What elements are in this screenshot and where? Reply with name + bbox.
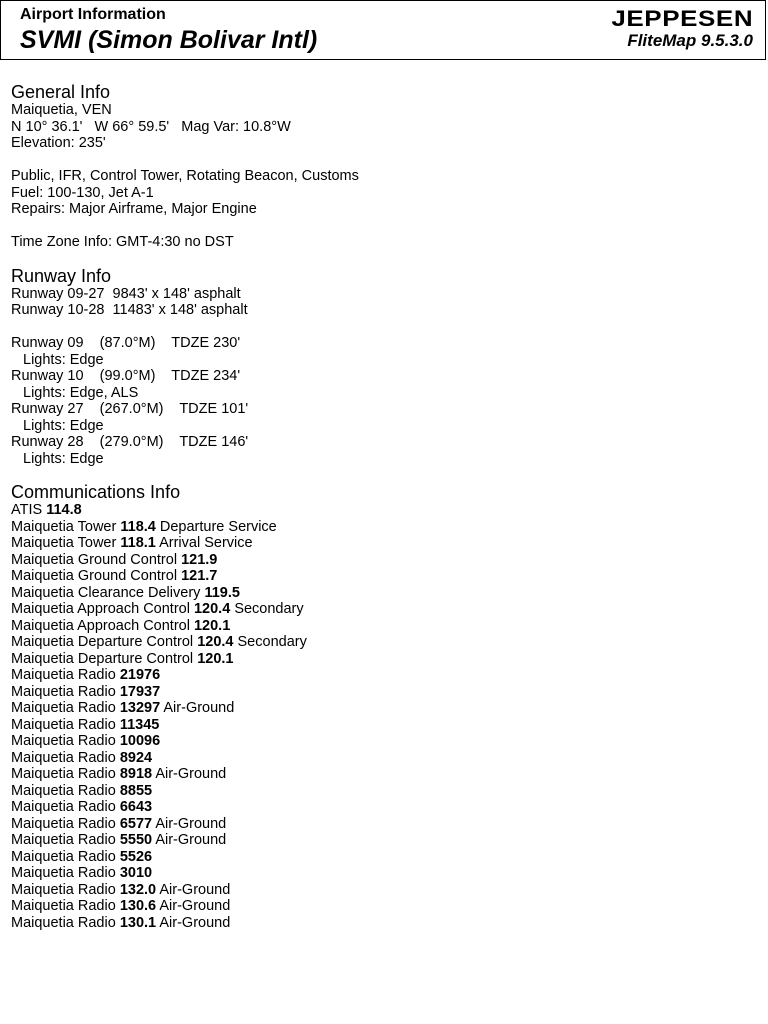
comm-entry	[11, 651, 751, 668]
communications-list	[11, 502, 751, 931]
comm-entry	[11, 667, 751, 684]
runway-end-heading: Runway 27 (267.0°M) TDZE 101'	[11, 401, 249, 417]
comm-frequency: 8924	[119, 749, 153, 766]
comm-entry	[11, 601, 751, 618]
runway-end-lights: Lights: Edge, ALS	[23, 384, 139, 401]
comm-facility-name: Maiquetia Radio	[11, 700, 116, 716]
comm-entry	[11, 700, 751, 717]
comm-entry	[11, 750, 751, 767]
location-text: Maiquetia, VEN	[11, 102, 112, 118]
comm-facility-name: Maiquetia Radio	[11, 832, 116, 848]
comm-entry	[11, 502, 751, 519]
comm-facility-name: Maiquetia Radio	[11, 749, 116, 766]
comm-service-note: Air-Ground	[159, 898, 231, 914]
comm-frequency: 130.6	[119, 898, 157, 914]
section-gap	[11, 251, 751, 266]
comm-frequency: 118.1	[120, 535, 156, 551]
comm-entry	[11, 634, 751, 651]
comm-facility-name: Maiquetia Ground Control	[11, 551, 178, 568]
comm-entry	[11, 783, 751, 800]
runway-dimensions: Runway 10-28 11483' x 148' asphalt	[11, 302, 248, 318]
runway-end-heading: Runway 10 (99.0°M) TDZE 234'	[11, 368, 241, 384]
runway-dimensions: Runway 09-27 9843' x 148' asphalt	[11, 285, 241, 302]
comm-facility-name: Maiquetia Radio	[11, 898, 116, 914]
comm-frequency: 121.9	[181, 551, 218, 568]
runway-end-lights: Lights: Edge	[23, 450, 104, 467]
comm-entry	[11, 799, 751, 816]
comm-facility-name: Maiquetia Radio	[11, 799, 116, 815]
comm-entry	[11, 865, 751, 882]
runway-end-heading: Runway 09 (87.0°M) TDZE 230'	[11, 335, 241, 351]
comm-entry	[11, 915, 751, 932]
comm-facility-name: Maiquetia Radio	[11, 733, 116, 749]
coordinates-text: N 10° 36.1' W 66° 59.5' Mag Var: 10.8°W	[11, 118, 291, 135]
comm-service-note: Air-Ground	[155, 815, 227, 832]
comm-entry	[11, 519, 751, 536]
comm-entry	[11, 535, 751, 552]
spacer	[11, 319, 751, 336]
comm-facility-name: Maiquetia Clearance Delivery	[11, 584, 201, 601]
comm-facility-name: Maiquetia Radio	[11, 815, 116, 832]
comm-facility-name: ATIS	[11, 502, 43, 518]
comm-service-note: Departure Service	[159, 518, 277, 535]
app-version: FliteMap 9.5.3.0	[627, 31, 753, 50]
content-area	[11, 82, 751, 931]
fuel-text: Fuel: 100-130, Jet A-1	[11, 184, 154, 201]
comm-service-note: Air-Ground	[155, 832, 227, 848]
comm-service-note: Air-Ground	[155, 766, 227, 782]
comm-facility-name: Maiquetia Radio	[11, 667, 116, 683]
header-label: Airport Information	[20, 6, 166, 23]
comm-frequency: 121.7	[181, 568, 218, 584]
comm-frequency: 3010	[119, 865, 153, 881]
comm-facility-name: Maiquetia Tower	[11, 518, 117, 535]
comm-entry	[11, 618, 751, 635]
comm-entry	[11, 733, 751, 750]
comm-frequency: 5550	[119, 832, 153, 848]
comm-entry	[11, 585, 751, 602]
comm-facility-name: Maiquetia Approach Control	[11, 601, 190, 617]
comm-service-note: Air-Ground	[159, 914, 231, 931]
comm-entry	[11, 552, 751, 569]
comm-facility-name: Maiquetia Radio	[11, 716, 116, 733]
section-title-communications-info: Communications Info	[11, 482, 181, 502]
comm-service-note: Arrival Service	[159, 535, 253, 551]
comm-service-note: Air-Ground	[159, 881, 231, 898]
comm-frequency: 10096	[119, 733, 161, 749]
comm-entry	[11, 898, 751, 915]
runway-end-lights: Lights: Edge	[23, 417, 104, 434]
comm-frequency: 130.1	[119, 914, 157, 931]
brand-logo: JEPPESEN	[611, 6, 753, 31]
comm-frequency: 120.1	[193, 617, 231, 634]
comm-entry	[11, 882, 751, 899]
comm-service-note: Secondary	[234, 601, 304, 617]
comm-frequency: 6643	[119, 799, 153, 815]
section-title-runway-info: Runway Info	[11, 265, 112, 286]
page-title: SVMI (Simon Bolivar Intl)	[20, 26, 318, 54]
comm-service-note: Air-Ground	[163, 700, 235, 716]
comm-frequency: 11345	[119, 716, 160, 733]
section-title-general-info: General Info	[11, 82, 111, 102]
comm-facility-name: Maiquetia Departure Control	[11, 634, 194, 650]
comm-facility-name: Maiquetia Departure Control	[11, 650, 194, 667]
comm-facility-name: Maiquetia Ground Control	[11, 568, 178, 584]
comm-frequency: 21976	[119, 667, 161, 683]
facilities-text: Public, IFR, Control Tower, Rotating Beacon, Customs	[11, 168, 359, 184]
comm-frequency: 120.1	[197, 650, 234, 667]
comm-frequency: 17937	[119, 683, 161, 700]
runway-info-section	[11, 266, 751, 468]
comm-facility-name: Maiquetia Radio	[11, 865, 116, 881]
comm-entry	[11, 766, 751, 783]
comm-frequency: 118.4	[120, 518, 156, 535]
comm-frequency: 132.0	[119, 881, 157, 898]
repairs-text: Repairs: Major Airframe, Major Engine	[11, 201, 257, 217]
comm-frequency: 119.5	[204, 584, 240, 601]
comm-service-note: Secondary	[237, 634, 307, 650]
comm-frequency: 6577	[119, 815, 153, 832]
section-gap	[11, 467, 751, 482]
comm-facility-name: Maiquetia Radio	[11, 848, 116, 865]
comm-frequency: 8918	[119, 766, 153, 782]
header-bar	[0, 0, 766, 60]
comm-frequency: 13297	[119, 700, 161, 716]
comm-facility-name: Maiquetia Radio	[11, 881, 116, 898]
spacer	[11, 218, 751, 235]
comm-entry	[11, 849, 751, 866]
comm-entry	[11, 832, 751, 849]
comm-frequency: 5526	[119, 848, 153, 865]
spacer	[11, 152, 751, 169]
comm-facility-name: Maiquetia Tower	[11, 535, 117, 551]
elevation-text: Elevation: 235'	[11, 135, 106, 151]
comm-facility-name: Maiquetia Radio	[11, 914, 116, 931]
general-info-section	[11, 82, 751, 251]
timezone-text: Time Zone Info: GMT-4:30 no DST	[11, 234, 234, 250]
comm-facility-name: Maiquetia Radio	[11, 683, 116, 700]
comm-entry	[11, 816, 751, 833]
comm-frequency: 8855	[119, 782, 153, 799]
comm-frequency: 114.8	[46, 502, 82, 518]
comm-facility-name: Maiquetia Radio	[11, 766, 116, 782]
comm-entry	[11, 684, 751, 701]
comm-facility-name: Maiquetia Radio	[11, 782, 116, 799]
runway-end-heading: Runway 28 (279.0°M) TDZE 146'	[11, 434, 249, 450]
comm-entry	[11, 717, 751, 734]
comm-facility-name: Maiquetia Approach Control	[11, 617, 190, 634]
comm-frequency: 120.4	[197, 634, 234, 650]
communications-info-section	[11, 482, 751, 931]
comm-frequency: 120.4	[193, 601, 231, 617]
comm-entry	[11, 568, 751, 585]
runway-end-lights: Lights: Edge	[23, 351, 104, 368]
